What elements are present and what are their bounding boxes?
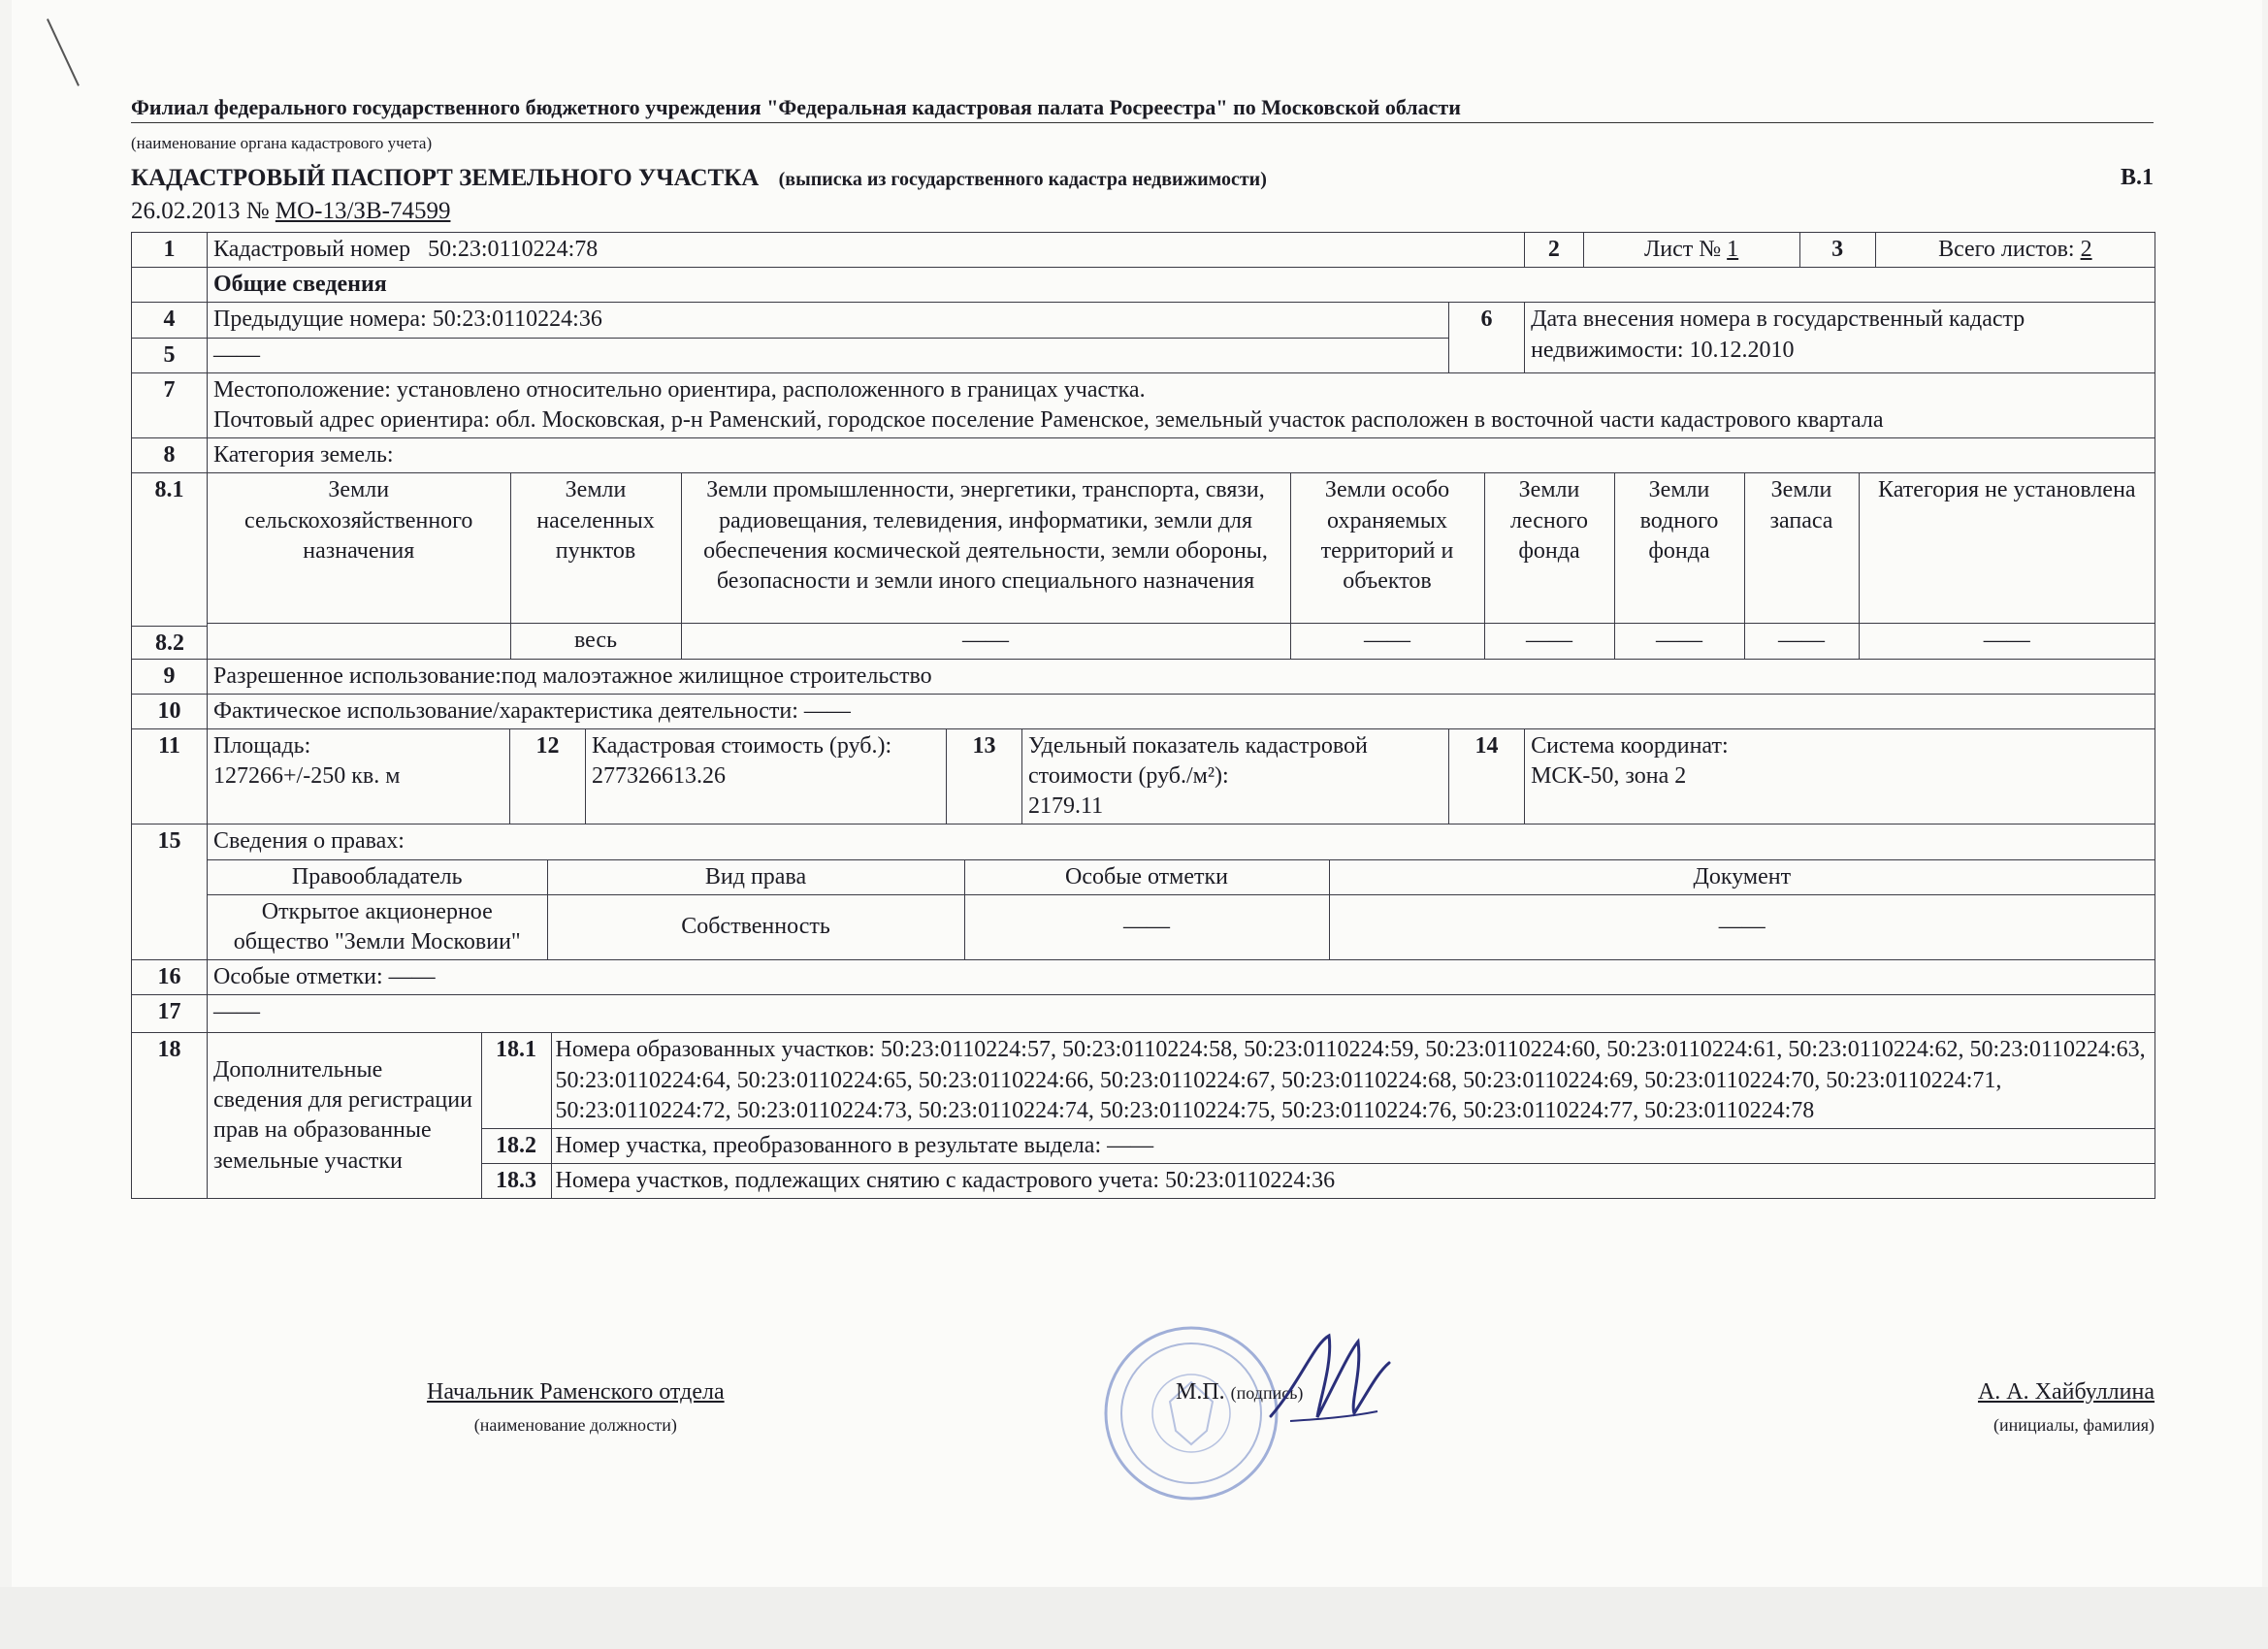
rights-holder: Открытое акционерное общество "Земли Московии" <box>208 894 547 959</box>
row-num: 6 <box>1449 303 1525 372</box>
location-line-1: Местоположение: установлено относительно ориентира, расположенного в границах участка. <box>213 376 1146 403</box>
cadastral-value-label: Кадастровая стоимость (руб.): <box>592 732 892 759</box>
category-reserve: Земли запаса <box>1744 473 1859 624</box>
sheet-number-label: Лист № <box>1643 237 1722 262</box>
deregistered-parcels: Номера участков, подлежащих снятию с кадастрового учета: 50:23:0110224:36 <box>551 1164 2155 1199</box>
row-num: 4 <box>132 303 208 338</box>
category-agricultural: Земли сельскохозяйственного назначения <box>208 473 510 624</box>
area-label: Площадь: <box>213 732 311 759</box>
total-sheets-value: 2 <box>2080 237 2092 262</box>
coordinate-system-label: Система координат: <box>1531 732 1729 759</box>
value-agricultural <box>208 624 510 659</box>
row-num: 3 <box>1799 233 1875 267</box>
row-num: 8.2 <box>132 626 208 659</box>
category-water: Земли водного фонда <box>1614 473 1744 624</box>
row-17-value: —— <box>208 995 2155 1033</box>
row-num: 18.2 <box>481 1128 551 1163</box>
row-1 <box>132 233 2155 268</box>
row-num: 8.1 <box>132 473 208 659</box>
row-8 <box>132 438 2155 473</box>
document-title <box>131 165 1267 192</box>
row-5-value: —— <box>208 338 1449 372</box>
name-block <box>1978 1379 2155 1436</box>
category-forest: Земли лесного фонда <box>1484 473 1614 624</box>
row-num: 18 <box>132 1033 208 1199</box>
row-17 <box>132 995 2155 1033</box>
category-protected: Земли особо охраняемых территорий и объектов <box>1290 473 1484 624</box>
row-num: 9 <box>132 659 208 694</box>
row-num: 7 <box>132 372 208 437</box>
row-num: 1 <box>132 233 208 268</box>
row-15 <box>132 824 2155 960</box>
sheet-info-cell <box>1525 233 2155 268</box>
title-subtitle: (выписка из государственного кадастра недвижимости) <box>778 169 1267 190</box>
actual-use: Фактическое использование/характеристика деятельности: —— <box>208 694 2155 728</box>
sheet-number-value: 1 <box>1727 237 1739 262</box>
area-cell <box>208 728 510 824</box>
row-num: 13 <box>947 728 1022 824</box>
row-8-1 <box>132 473 2155 659</box>
specific-value: 2179.11 <box>1028 793 1104 820</box>
rights-header-type: Вид права <box>547 859 964 894</box>
row-num: 2 <box>1525 233 1583 267</box>
row-num: 11 <box>132 728 208 824</box>
rights-header-holder: Правообладатель <box>208 859 547 894</box>
additional-info-cell <box>208 1033 2155 1199</box>
document-date: 26.02.2013 <box>131 198 241 224</box>
title-text: КАДАСТРОВЫЙ ПАСПОРТ ЗЕМЕЛЬНОГО УЧАСТКА <box>131 165 760 191</box>
cadastral-value-cell <box>586 728 947 824</box>
number-prefix: № <box>245 198 270 224</box>
total-sheets-cell <box>1875 233 2155 267</box>
rights-header-notes: Особые отметки <box>964 859 1329 894</box>
official-name: А. А. Хайбуллина <box>1977 1379 2155 1405</box>
row-num: 12 <box>510 728 586 824</box>
coordinate-system-value: МСК-50, зона 2 <box>1531 763 1687 790</box>
value-forest: —— <box>1484 624 1614 659</box>
cadastral-number-value: 50:23:0110224:78 <box>428 237 599 262</box>
row-num: 15 <box>132 824 208 960</box>
row-11-14 <box>132 728 2155 824</box>
value-not-set: —— <box>1859 624 2155 659</box>
land-category-title: Категория земель: <box>208 438 2155 473</box>
cadastral-number-cell <box>208 233 1525 268</box>
location-line-2: Почтовый адрес ориентира: обл. Московская, р-н Раменский, городское поселение Раменское, земельный участок расположен в восточной части кадастрового квартала <box>213 406 1884 433</box>
sheet-info <box>1525 233 2155 267</box>
signature-caption: (подпись) <box>1230 1383 1304 1403</box>
total-sheets-label: Всего листов: <box>1938 237 2075 262</box>
row-num: 18.1 <box>481 1033 551 1128</box>
additional-info <box>208 1033 2155 1198</box>
land-categories <box>208 473 2155 658</box>
section-general: Общие сведения <box>208 268 2155 303</box>
name-caption: (инициалы, фамилия) <box>1993 1415 2155 1435</box>
organization-name: Филиал федерального государственного бюджетного учреждения "Федеральная кадастровая палата Росреестра" по Московской области <box>131 95 2154 123</box>
permitted-use: Разрешенное использование:под малоэтажное жилищное строительство <box>208 659 2155 694</box>
transformed-parcel: Номер участка, преобразованного в результате выдела: —— <box>551 1128 2155 1163</box>
rights-title: Сведения о правах: <box>213 828 405 855</box>
row-9 <box>132 659 2155 694</box>
rights-cell <box>208 824 2155 960</box>
value-water: —— <box>1614 624 1744 659</box>
special-notes: Особые отметки: —— <box>208 960 2155 995</box>
position-block <box>427 1379 725 1436</box>
additional-info-label: Дополнительные сведения для регистрации прав на образованные земельные участки <box>208 1033 481 1198</box>
seal-mark: М.П. <box>1176 1379 1225 1405</box>
official-position: Начальник Раменского отдела <box>427 1379 725 1405</box>
specific-value-label: Удельный показатель кадастровой стоимости (руб./м²): <box>1028 732 1368 790</box>
category-not-set: Категория не установлена <box>1859 473 2155 624</box>
row-num: 10 <box>132 694 208 728</box>
registration-date: Дата внесения номера в государственный кадастр недвижимости: 10.12.2010 <box>1525 303 2155 372</box>
area-value: 127266+/-250 кв. м <box>213 763 401 790</box>
row-7 <box>132 372 2155 437</box>
value-reserve: —— <box>1744 624 1859 659</box>
row-num: 14 <box>1449 728 1525 824</box>
row-general <box>132 268 2155 303</box>
value-settlements: весь <box>510 624 681 659</box>
row-16 <box>132 960 2155 995</box>
cadastral-value: 277326613.26 <box>592 763 726 790</box>
rights-type: Собственность <box>547 894 964 959</box>
specific-value-cell <box>1022 728 1449 824</box>
category-industrial: Земли промышленности, энергетики, транспорта, связи, радиовещания, телевидения, информатики, земли для обеспечения космической деятельности, земли обороны, безопасности и земли иного специального назначения <box>681 473 1290 624</box>
location-cell <box>208 372 2155 437</box>
value-industrial: —— <box>681 624 1290 659</box>
previous-numbers: Предыдущие номера: 50:23:0110224:36 <box>208 303 1449 338</box>
cadastral-table <box>131 232 2155 1199</box>
position-caption: (наименование должности) <box>473 1415 677 1435</box>
scan-edge <box>0 1587 2268 1649</box>
row-4 <box>132 303 2155 338</box>
rights-header-document: Документ <box>1329 859 2155 894</box>
document-number: МО-13/ЗВ-74599 <box>275 198 451 224</box>
row-num: 16 <box>132 960 208 995</box>
official-seal-stamp <box>1102 1324 1280 1503</box>
rights-notes: —— <box>964 894 1329 959</box>
rights-table <box>208 859 2155 960</box>
category-settlements: Земли населенных пунктов <box>510 473 681 624</box>
sheet-number-cell <box>1583 233 1799 267</box>
cadastral-number-label: Кадастровый номер <box>213 237 411 262</box>
row-num: 17 <box>132 995 208 1033</box>
value-protected: —— <box>1290 624 1484 659</box>
row-10 <box>132 694 2155 728</box>
coordinate-system-cell <box>1525 728 2155 824</box>
form-code: В.1 <box>2120 165 2154 190</box>
document-date-number <box>131 198 450 225</box>
rights-document: —— <box>1329 894 2155 959</box>
row-num: 18.3 <box>481 1164 551 1199</box>
formed-parcels: Номера образованных участков: 50:23:0110224:57, 50:23:0110224:58, 50:23:0110224:59, 50:23:0110224:60, 50:23:0110224:61, 50:23:0110224:62, 50:23:0110224:63, 50:23:0110224:64, 50:23:0110224:65, 50:23:0110224:66, 50:23:0110224:67, 50:23:0110224:68, 50:23:0110224:69, 50:23:0110224:70, 50:23:0110224:71, 50:23:0110224:72, 50:23:0110224:73, 50:23:0110224:74, 50:23:0110224:75, 50:23:0110224:76, 50:23:0110224:77, 50:23:0110224:78 <box>551 1033 2155 1128</box>
row-num: 8 <box>132 438 208 473</box>
organization-caption: (наименование органа кадастрового учета) <box>131 134 433 152</box>
row-18 <box>132 1033 2155 1199</box>
row-num: 5 <box>132 338 208 372</box>
handwritten-signature <box>1261 1324 1397 1431</box>
